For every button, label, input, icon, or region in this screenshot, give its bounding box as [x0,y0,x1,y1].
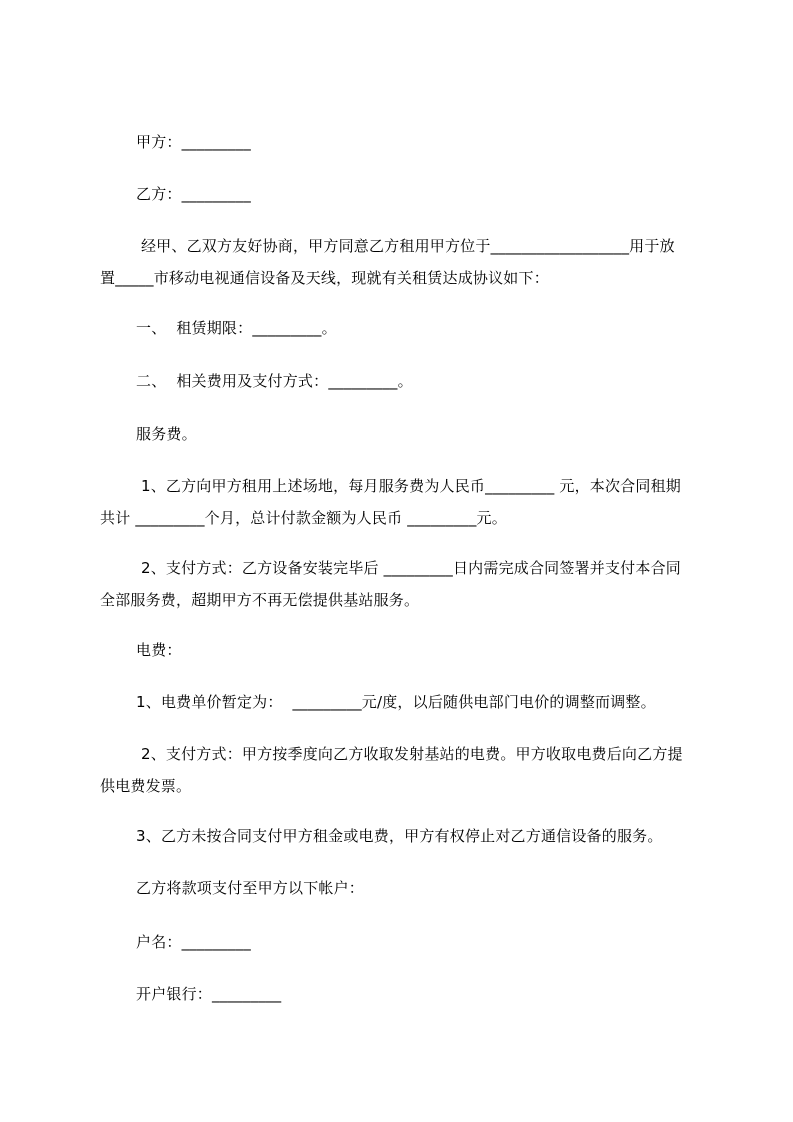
intro-line-1: 经甲、乙双方友好协商，甲方同意乙方租用甲方位于__________________用于放 [136,237,675,255]
electricity-item-2-line-2: 供电费发票。 [100,777,192,795]
electricity-item-2-line-1: 2、支付方式：甲方按季度向乙方收取发射基站的电费。甲方收取电费后向乙方提 [136,745,683,763]
service-fee-heading: 服务费。 [136,425,197,443]
bank-line: 开户银行：_________ [136,985,282,1003]
fees-clause: 二、 相关费用及支付方式：_________。 [136,372,413,390]
lease-term-clause: 一、 租赁期限：_________。 [136,319,337,337]
service-item-1-line-2: 共计 _________个月，总计付款金额为人民币 _________元。 [100,509,507,527]
intro-line-2: 置_____市移动电视通信设备及天线，现就有关租赁达成协议如下： [100,269,549,287]
service-item-2-line-2: 全部服务费，超期甲方不再无偿提供基站服务。 [100,591,420,609]
electricity-item-1: 1、电费单价暂定为： _________元/度，以后随供电部门电价的调整而调整。 [136,693,656,711]
party-a-line: 甲方：_________ [136,133,251,151]
account-name-line: 户名：_________ [136,933,251,951]
electricity-item-3: 3、乙方未按合同支付甲方租金或电费，甲方有权停止对乙方通信设备的服务。 [136,827,663,845]
account-intro: 乙方将款项支付至甲方以下帐户： [136,879,365,897]
service-item-2-line-1: 2、支付方式：乙方设备安装完毕后 _________日内需完成合同签署并支付本合同 [136,559,681,577]
service-item-1-line-1: 1、乙方向甲方租用上述场地，每月服务费为人民币_________ 元，本次合同租期 [136,477,681,495]
party-b-line: 乙方：_________ [136,185,251,203]
electricity-heading: 电费： [136,641,182,659]
